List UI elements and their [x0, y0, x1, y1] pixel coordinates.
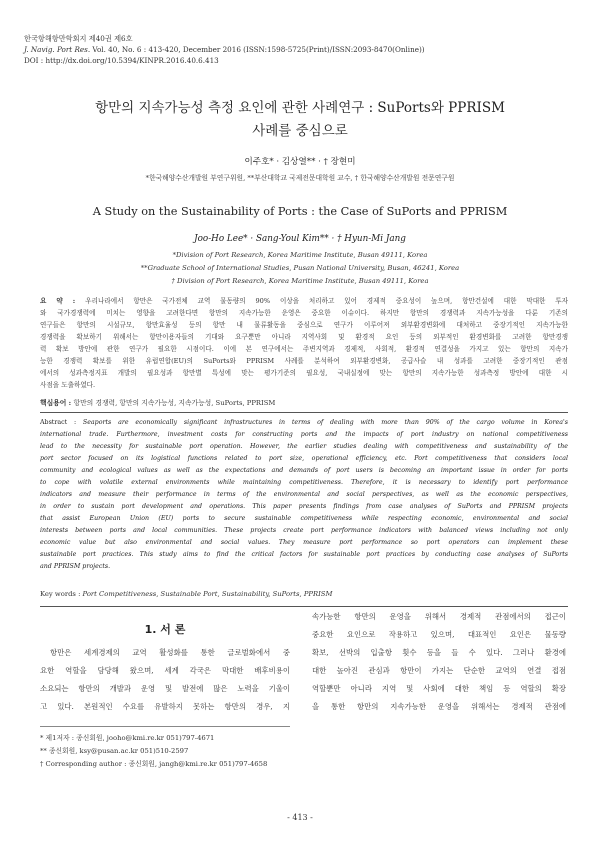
authors-en: Joo-Ho Lee* · Sang-Youl Kim** · † Hyun-Mi Jang	[194, 234, 406, 244]
abstract-en-line: Abstract : Seaports are economically significant infrastructures in terms of dealing with more than 90% of the cargo volume in Korea's	[40, 419, 569, 426]
abstract-ko-line: 능한 경쟁력 확보를 위한 유럽연합(EU)의 SuPorts와 PPRISM 사례를 분석하여 외부환경변화, 공급사슬 내 성과를 고려한 중장기적인 관점	[40, 357, 568, 365]
footnote-corresponding-author: † Corresponding author : 종신회원, jangh@kmi.re.kr 051)797-4658	[40, 760, 268, 768]
affiliation-en-3: † Division of Port Research, Korea Maritime Institute, Busan 49111, Korea	[171, 277, 429, 285]
affiliations-ko: *한국해양수산개발원 부연구위원, **부산대학교 국제전문대학원 교수, † 한국해양수산개발원 전문연구원	[145, 174, 455, 182]
abstract-en-line: port sector focused on its logistical functions related to port size, operational efficiency, etc. Port competitiveness that considers local	[40, 455, 568, 462]
footnote-first-author: * 제1저자 : 종신회원, jooho@kmi.re.kr 051)797-4671	[40, 734, 215, 742]
journal-abbrev: J. Navig. Port Res.	[24, 45, 91, 54]
abstract-en-label: Abstract :	[40, 419, 83, 426]
keywords-en-label: Key words :	[40, 590, 83, 598]
keywords-en-text: Port Competitiveness, Sustainable Port, Sustainability, SuPorts, PPRISM	[82, 590, 333, 598]
body-right-line: 확보, 선박의 입출항 횟수 등을 들 수 있다. 그러나 환경에	[312, 648, 566, 657]
abstract-en-line: interests between ports and local communities. These projects create port performance indicators with balanced views including not only	[40, 527, 568, 534]
body-right-line: 역할뿐만 아니라 지역 및 사회에 대한 책임 등 역할의 확장	[312, 684, 566, 693]
affiliation-en-2: **Graduate School of International Studies, Pusan National University, Busan, 46241, Korea	[140, 264, 460, 272]
citation-line	[24, 45, 425, 55]
abstract-en-line: in order to sustain port development and operations. This paper presents findings from case analyses of SuPorts and PPRISM projects	[40, 503, 568, 510]
footnote-divider	[40, 726, 290, 727]
authors-ko: 이주호* · 김상열** · † 장현미	[244, 157, 356, 167]
abstract-en-line: international trade. Furthermore, investment costs for constructing ports and the impacts of port industry on national competitiveness	[40, 431, 568, 438]
paper-title-en: A Study on the Sustainability of Ports : the Case of SuPorts and PPRISM	[92, 205, 508, 218]
abstract-ko-line: 와 국가경쟁력에 미치는 영향을 고려한다면 항만의 지속가능한 운영은 중요한 이슈이다. 하지만 항만의 경쟁력과 지속가능성을 다룬 기존의	[40, 309, 568, 317]
abstract-ko-label: 요 약 :	[40, 297, 86, 305]
body-right-line: 대한 높아진 관심과 항만이 가지는 단순한 교역의 연결 접점	[312, 666, 566, 675]
body-right-line: 속가능한 항만의 운영을 위해서 경제적 관점에서의 접근이	[312, 612, 566, 621]
keywords-ko-label: 핵심용어 :	[40, 399, 74, 407]
body-left-line: 요한 역할을 담당해 왔으며, 세계 각국은 막대한 배후비용이	[40, 666, 290, 675]
citation-details: Vol. 40, No. 6 : 413-420, December 2016 (ISSN:1598-5725(Print)/ISSN:2093-8470(Online))	[90, 45, 425, 54]
body-left-line: 고 있다. 본원적인 수요를 유발하지 못하는 항만의 경우, 지	[40, 702, 290, 711]
abstract-divider	[40, 412, 568, 413]
body-left-line: 항만은 세계경제의 교역 활성화를 통한 글로벌화에서 중	[50, 648, 290, 657]
abstract-en-line: community and ecological values as well as the expectations and demands of port users is becoming an important issue in order for ports	[40, 467, 568, 474]
keywords-ko	[40, 397, 275, 407]
abstract-ko-line: 력 확보 방안에 관한 연구가 필요한 시점이다. 이에 본 연구에서는 주변지역과 경제적, 사회적, 환경적 연결성을 가지고 있는 항만의 지속가	[40, 345, 568, 353]
abstract-ko-line: 요 약 : 우리나라에서 항만은 국가전체 교역 물동량의 90% 이상을 처리하고 있어 경제적 중요성이 높으며, 항만건설에 대한 막대한 투자	[40, 297, 569, 305]
body-right-line: 중요한 요인으로 작용하고 있으며, 대표적인 요인은 물동량	[312, 630, 566, 639]
footnote-second-author: ** 종신회원, ksy@pusan.ac.kr 051)510-2597	[40, 747, 189, 755]
abstract-en-line: lead to the necessity for sustainable port operation. However, the earlier studies dealing with competitiveness and sustainability of the	[40, 443, 568, 450]
abstract-ko-line: 연구들은 항만의 시설규모, 항만효율성 등의 항만 내 물류활동을 중심으로 연구가 이루어져 외부환경변화에 대처하고 중장기적인 지속가능한	[40, 321, 568, 329]
affiliation-en-1: *Division of Port Research, Korea Maritime Institute, Busan 49111, Korea	[172, 251, 428, 259]
section-heading-introduction: 1. 서 론	[144, 623, 186, 636]
paper-title-ko-line-2: 사례를 중심으로	[252, 123, 348, 139]
page-number: - 413 -	[287, 813, 313, 822]
abstract-en-line: economic value but also environmental and social values. They measure port performance so port operators can implement these	[40, 539, 568, 546]
keywords-ko-text: 항만의 경쟁력, 항만의 지속가능성, 지속가능성, SuPorts, PPRISM	[73, 399, 276, 407]
abstract-ko-line: 경쟁력을 확보하기 위해서는 항만이용자들의 기대와 요구뿐만 아니라 지역사회 및 환경적 요인 등의 외부적인 환경변화를 고려한 항만경쟁	[40, 333, 568, 341]
abstract-ko-line: 에서의 성과측정지표 개발의 필요성과 항만별 특성에 맞는 평가기준의 필요성, 국내실정에 맞는 항만의 지속가능한 성과측정 방안에 대한 시	[40, 369, 568, 377]
abstract-en-line: sustainable port practices. This study aims to find the critical factors for sustainable port practices by conducting case analyses of SuPorts	[40, 551, 568, 558]
abstract-ko-line: 사점을 도출하였다.	[40, 381, 96, 389]
body-left-line: 소요되는 항만의 개발과 운영 및 발전에 많은 노력을 기울이	[40, 684, 290, 693]
abstract-en-line: indicators and measure their performance in terms of the environmental and social perspectives, as well as the economic perspectives,	[40, 491, 568, 498]
abstract-en-line: and PPRISM projects.	[40, 563, 111, 570]
body-right-line: 을 통한 항만의 지속가능한 운영을 위해서는 경제적 관점에	[312, 702, 566, 711]
paper-title-ko-line-1: 항만의 지속가능성 측정 요인에 관한 사례연구 : SuPorts와 PPRISM	[95, 100, 505, 116]
abstract-en-line: that assist European Union (EU) ports to secure sustainable competitiveness while respecting economic, environmental and social	[40, 515, 568, 522]
doi-link[interactable]: DOI : http://dx.doi.org/10.5394/KINPR.2016.40.6.413	[24, 56, 219, 65]
keywords-en	[40, 590, 332, 598]
keywords-divider	[40, 606, 568, 607]
abstract-en-line: to cope with volatile external environments while maintaining competitiveness. Therefore, it is necessary to identify port performance	[40, 479, 568, 486]
journal-name-ko: 한국항해항만학회지 제40권 제6호	[24, 34, 133, 43]
